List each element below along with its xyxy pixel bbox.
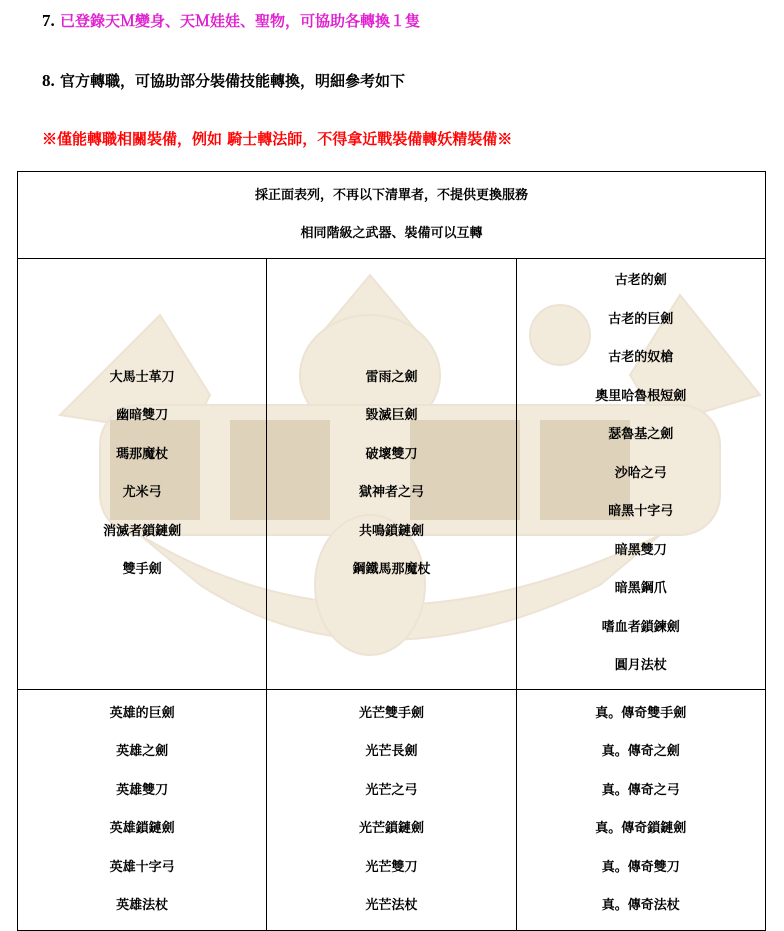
list-item: 雙手劍 bbox=[122, 562, 162, 577]
item-number: 8. bbox=[42, 71, 55, 90]
list-item: 獄神者之弓 bbox=[358, 485, 424, 500]
list-item: 暗黑鋼爪 bbox=[614, 581, 667, 597]
equipment-swap-table bbox=[17, 171, 766, 931]
group2-col3 bbox=[516, 690, 765, 931]
list-item: 嗜血者鎖鍊劍 bbox=[601, 619, 680, 635]
group1-col2 bbox=[267, 259, 516, 690]
list-item: 瑪那魔杖 bbox=[116, 446, 169, 462]
list-item: 光芒之弓 bbox=[365, 782, 418, 798]
list-item: 英雄的巨劍 bbox=[109, 705, 175, 721]
item-text: 已登錄天Ｍ變身、天Ｍ娃娃、聖物，可協助各轉換１隻 bbox=[59, 12, 420, 30]
list-item: 真。傳奇法杖 bbox=[601, 898, 680, 913]
list-item: 真。傳奇之劍 bbox=[601, 744, 680, 759]
group1-col3 bbox=[516, 259, 765, 690]
list-item: 光芒長劍 bbox=[365, 744, 418, 759]
list-item: 英雄之劍 bbox=[116, 744, 169, 759]
group2-col1 bbox=[18, 690, 267, 931]
list-item: 消滅者鎖鏈劍 bbox=[103, 523, 182, 539]
list-item: 破壞雙刀 bbox=[365, 446, 418, 462]
warning-notice: ※僅能轉職相關裝備，例如 騎士轉法師，不得拿近戰裝備轉妖精裝備※ bbox=[42, 130, 513, 148]
list-item: 光芒雙手劍 bbox=[358, 705, 424, 721]
list-item: 英雄法杖 bbox=[116, 898, 169, 913]
item-text: 官方轉職，可協助部分裝備技能轉換，明細參考如下 bbox=[59, 72, 405, 90]
list-item: 暗黑雙刀 bbox=[614, 542, 667, 558]
list-item: 古老的奴槍 bbox=[608, 350, 674, 366]
table-header bbox=[18, 172, 766, 259]
list-item: 真。傳奇之弓 bbox=[601, 782, 680, 798]
list-item: 光芒雙刀 bbox=[365, 859, 418, 875]
group2-col2 bbox=[267, 690, 516, 931]
list-item: 真。傳奇鎖鏈劍 bbox=[595, 821, 687, 836]
list-item: 尤米弓 bbox=[122, 485, 162, 500]
list-item: 幽暗雙刀 bbox=[116, 408, 169, 423]
list-item: 真。傳奇雙手劍 bbox=[595, 705, 687, 721]
list-item: 奧里哈魯根短劍 bbox=[595, 388, 687, 404]
header-line-2: 相同階級之武器、裝備可以互轉 bbox=[300, 226, 483, 241]
table-row bbox=[18, 690, 766, 931]
list-item: 英雄雙刀 bbox=[116, 782, 169, 798]
list-item: 英雄鎖鏈劍 bbox=[109, 821, 175, 836]
header-line-1: 採正面表列，不再以下清單者，不提供更換服務 bbox=[254, 188, 528, 203]
list-item: 暗黑十字弓 bbox=[608, 504, 674, 520]
list-item: 圓月法杖 bbox=[614, 658, 667, 674]
list-item: 雷雨之劍 bbox=[365, 369, 418, 385]
list-item: 光芒鎖鏈劍 bbox=[358, 821, 424, 836]
list-item: 古老的劍 bbox=[614, 273, 667, 289]
list-item: 真。傳奇雙刀 bbox=[601, 859, 680, 875]
list-item: 毀滅巨劍 bbox=[365, 408, 418, 423]
list-item: 鋼鐵馬那魔杖 bbox=[352, 562, 431, 577]
table-row bbox=[18, 259, 766, 690]
list-item: 古老的巨劍 bbox=[608, 311, 674, 327]
list-item: 沙哈之弓 bbox=[614, 465, 667, 481]
list-item: 瑟魯基之劍 bbox=[608, 427, 674, 443]
list-item-7 bbox=[42, 10, 420, 31]
list-item: 英雄十字弓 bbox=[109, 859, 175, 875]
group1-col1 bbox=[18, 259, 267, 690]
list-item: 大馬士革刀 bbox=[109, 369, 175, 385]
item-number: 7. bbox=[42, 11, 55, 30]
list-item: 共鳴鎖鏈劍 bbox=[358, 523, 424, 539]
list-item-8 bbox=[42, 70, 405, 91]
list-item: 光芒法杖 bbox=[365, 898, 418, 913]
